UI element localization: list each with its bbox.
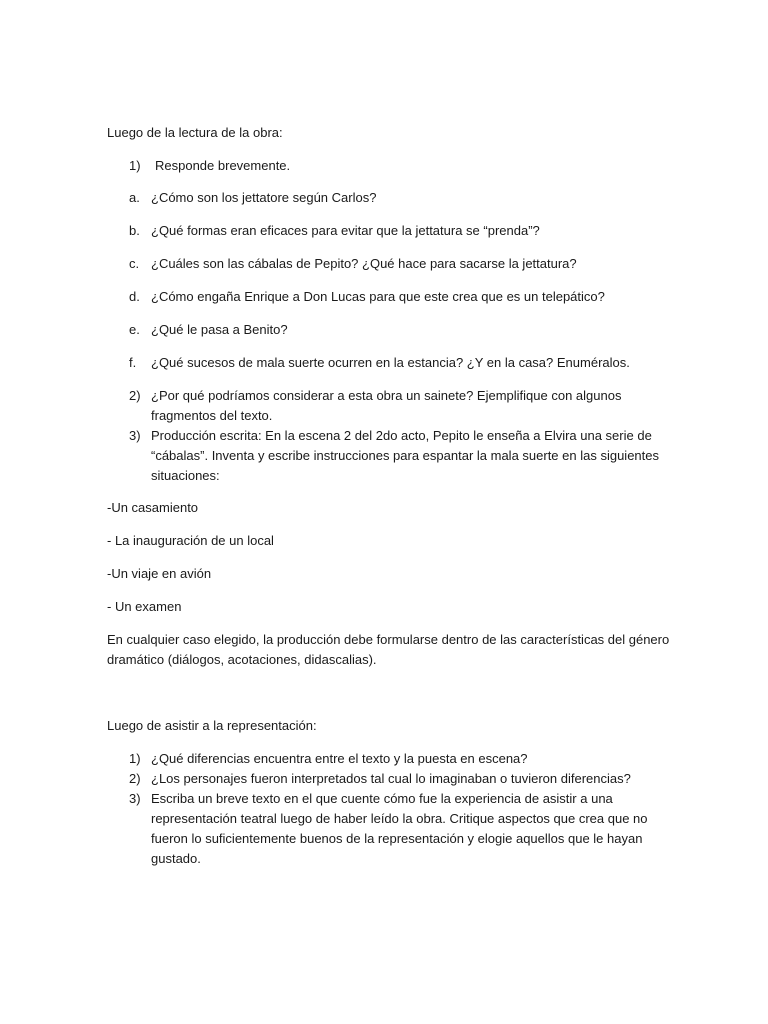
subitem-text: ¿Cómo engaña Enrique a Don Lucas para que este crea que es un telepático? (151, 289, 605, 304)
item-text-line-2: representación teatral luego de haber leído la obra. Critique aspectos que crea que no (151, 811, 648, 826)
item-text-line-1: ¿Por qué podríamos considerar a esta obra un sainete? Ejemplifique con algunos (151, 388, 622, 403)
subitem-marker: a. (129, 190, 140, 205)
section1-heading: Luego de la lectura de la obra: (107, 125, 283, 140)
subitem-marker: d. (129, 289, 140, 304)
closing-line-2: dramático (diálogos, acotaciones, didascalias). (107, 652, 377, 667)
subitem-marker: c. (129, 256, 140, 271)
subitem-text: ¿Qué formas eran eficaces para evitar que la jettatura se “prenda”? (151, 223, 540, 238)
item-text: Responde brevemente. (155, 158, 291, 173)
item-marker: 3) (129, 791, 141, 806)
section2-heading: Luego de asistir a la representación: (107, 718, 317, 733)
item-text-line-2: “cábalas”. Inventa y escribe instrucciones para espantar la mala suerte en las siguientes (151, 448, 659, 463)
subitem-marker: b. (129, 223, 140, 238)
closing-line-1: En cualquier caso elegido, la producción debe formularse dentro de las características del género (107, 632, 670, 647)
item-text-line-3: fueron lo suficientemente buenos de la representación y elogie aquellos que le hayan (151, 831, 643, 846)
item-text-line-3: situaciones: (151, 468, 220, 483)
subitem-text: ¿Cómo son los jettatore según Carlos? (151, 190, 377, 205)
situation-examen: - Un examen (107, 599, 182, 614)
item-marker: 2) (129, 771, 141, 786)
situation-inauguracion: - La inauguración de un local (107, 533, 274, 548)
subitem-text: ¿Qué le pasa a Benito? (151, 322, 288, 337)
situation-viaje: -Un viaje en avión (107, 566, 212, 581)
item-text-line-2: fragmentos del texto. (151, 408, 273, 423)
item-text-line-4: gustado. (151, 851, 201, 866)
situation-casamiento: -Un casamiento (107, 500, 199, 515)
item-marker: 2) (129, 388, 141, 403)
subitem-text: ¿Qué sucesos de mala suerte ocurren en la estancia? ¿Y en la casa? Enuméralos. (151, 355, 630, 370)
subitem-marker: e. (129, 322, 140, 337)
item-text-line-1: Escriba un breve texto en el que cuente cómo fue la experiencia de asistir a una (151, 791, 613, 806)
item-text: ¿Los personajes fueron interpretados tal cual lo imaginaban o tuvieron diferencias? (151, 771, 631, 786)
item-text: ¿Qué diferencias encuentra entre el texto y la puesta en escena? (151, 751, 528, 766)
subitem-marker: f. (129, 355, 137, 370)
subitem-text: ¿Cuáles son las cábalas de Pepito? ¿Qué hace para sacarse la jettatura? (151, 256, 577, 271)
item-marker: 1) (129, 751, 141, 766)
item-marker: 3) (129, 428, 141, 443)
item-text-line-1: Producción escrita: En la escena 2 del 2do acto, Pepito le enseña a Elvira una serie de (151, 428, 652, 443)
item-marker: 1) (129, 158, 141, 173)
